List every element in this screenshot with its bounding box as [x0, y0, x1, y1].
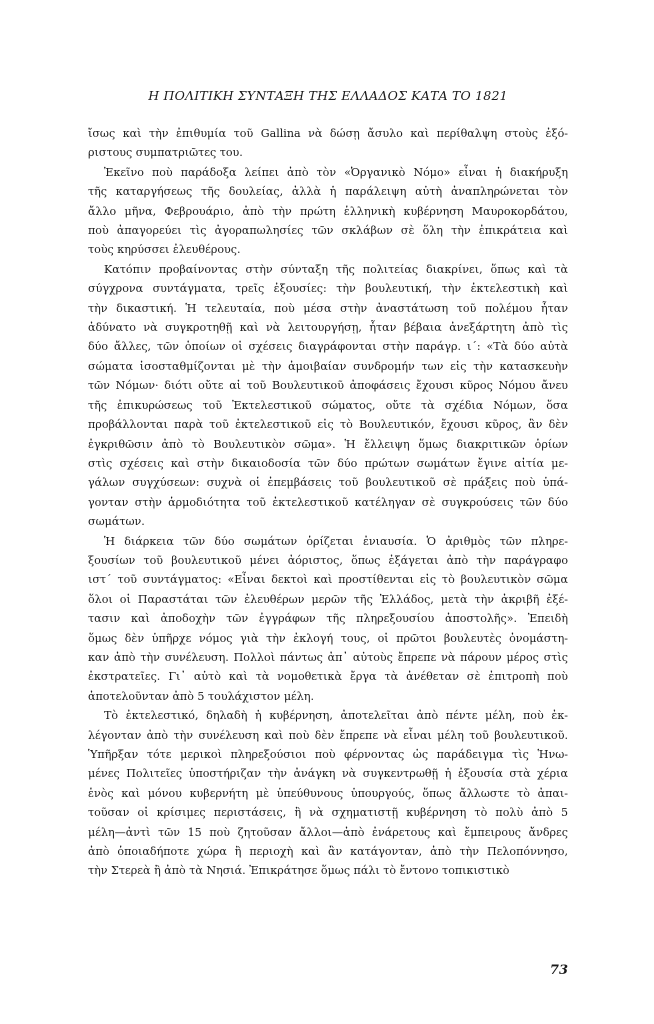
text-line: ἀποτελοῦνταν ἀπὸ 5 τουλάχιστον μέλη.	[88, 689, 314, 703]
text-line: τὴν Στερεὰ ἢ ἀπὸ τὰ Νησιά. Ἐπικράτησε ὅμως πάλι τὸ ἔντονο τοπικιστικὸ	[88, 864, 510, 878]
paragraph	[88, 706, 568, 881]
text-line: τασιν καὶ ἀποδοχὴν τῶν ἐγγράφων τῆς πληρεξουσίου ἀποστολῆς». Ἐπειδὴ	[88, 612, 568, 626]
text-line: ἄλλο μῆνα, Φεβρουάριο, ἀπὸ τὴν πρώτη ἑλληνικὴ κυβέρνηση Μαυροκορδάτου,	[88, 204, 568, 218]
text-line: τὴν δικαστική. Ἡ τελευταία, ποὺ μέσα στὴν ἀναστάτωση τοῦ πολέμου ἦταν	[88, 301, 568, 315]
text-line: τοὺς κηρύσσει ἐλευθέρους.	[88, 243, 241, 257]
text-line: τῆς ἐπικυρώσεως τοῦ Ἐκτελεστικοῦ σώματος, οὔτε τὰ σχέδια Νόμων, ὅσα	[88, 398, 568, 412]
paragraph	[88, 532, 568, 707]
text-line: προβάλλονται παρὰ τοῦ ἐκτελεστικοῦ εἰς τὸ Βουλευτικόν, ἔχουσι κῦρος, ἂν δὲν	[88, 418, 568, 432]
text-line: καν ἀπὸ τὴν συνέλευση. Πολλοὶ πάντως ἀπ᾽ αὐτοὺς ἔπρεπε νὰ πάρουν μέρος στὶς	[88, 650, 568, 664]
text-line: ἀδύνατο νὰ συγκροτηθῇ καὶ νὰ λειτουργήσῃ, ἦταν βέβαια ἀνεξάρτητη ἀπὸ τὶς	[88, 321, 568, 335]
text-line: Κατόπιν προβαίνοντας στὴν σύνταξη τῆς πολιτείας διακρίνει, ὅπως καὶ τὰ	[104, 262, 568, 276]
paragraph	[88, 260, 568, 532]
text-line: δύο ἄλλες, τῶν ὁποίων οἱ σχέσεις διαγράφονται στὴν παράγρ. ι΄: «Τὰ δύο αὐτὰ	[88, 340, 568, 354]
text-line: τοῦσαν οἱ κρίσιμες περιστάσεις, ἢ νὰ σχηματιστῇ κυβέρνηση τὸ πολὺ ἀπὸ 5	[88, 806, 568, 820]
text-line: γονταν στὴν ἁρμοδιότητα τοῦ ἐκτελεστικοῦ κατέληγαν σὲ συγκρούσεις τῶν δύο	[88, 495, 568, 509]
text-line: ὅλοι οἱ Παραστάται τῶν ἐλευθέρων μερῶν τῆς Ἑλλάδος, μετὰ τὴν ἀκριβῆ ἐξέ-	[88, 592, 568, 606]
text-line: σωμάτων.	[88, 515, 145, 529]
text-line: γάλων συγχύσεων: συχνὰ οἱ ἐπεμβάσεις τοῦ βουλευτικοῦ σὲ πράξεις ποὺ ὑπά-	[88, 476, 568, 490]
text-line: ιστ΄ τοῦ συντάγματος: «Εἶναι δεκτοὶ καὶ προστίθενται εἰς τὸ βουλευτικὸν σῶμα	[88, 573, 568, 587]
text-line: τῆς καταργήσεως τῆς δουλείας, ἀλλὰ ἡ παράλειψη αὐτὴ ἀναπληρώνεται τὸν	[88, 185, 568, 199]
body-text	[88, 124, 568, 881]
text-line: ἐκστρατεῖες. Γι᾽ αὐτὸ καὶ τὰ νομοθετικὰ ἔργα τὰ ἀνέθεταν σὲ ἐπιτροπὴ ποὺ	[88, 670, 568, 684]
paragraph	[88, 163, 568, 260]
text-line: ἑνὸς καὶ μόνου κυβερνήτη μὲ ὑπεύθυνους ὑπουργούς, ὅπως ἄλλωστε τὸ ἀπαι-	[88, 786, 568, 800]
running-head: Η ΠΟΛΙΤΙΚΗ ΣΥΝΤΑΞΗ ΤΗΣ ΕΛΛΑΔΟΣ ΚΑΤΑ ΤΟ 1821	[148, 88, 508, 103]
text-line: στὶς σχέσεις καὶ στὴν δικαιοδοσία τῶν δύο πρώτων σωμάτων ἔγινε αἰτία με-	[88, 456, 568, 470]
page-number: 73	[549, 963, 568, 978]
text-line: σύγχρονα συντάγματα, τρεῖς ἐξουσίες: τὴν βουλευτική, τὴν ἐκτελεστικὴ καὶ	[88, 282, 568, 296]
text-line: Ὑπῆρξαν τότε μερικοὶ πληρεξούσιοι ποὺ φέρνοντας ὡς παράδειγμα τὶς Ἡνω-	[88, 748, 568, 761]
text-line: ὅμως δὲν ὑπῆρχε νόμος γιὰ τὴν ἐκλογή τους, οἱ πρῶτοι βουλευτὲς ὀνομάστη-	[88, 631, 568, 645]
text-line: μέλη—ἀντὶ τῶν 15 ποὺ ζητοῦσαν ἄλλοι—ἀπὸ ἐνάρετους καὶ ἔμπειρους ἄνδρες	[88, 825, 568, 839]
text-line: ἴσως καὶ τὴν ἐπιθυμία τοῦ Gallina νὰ δώσῃ ἄσυλο καὶ περίθαλψη στοὺς ἐξό-	[88, 127, 568, 140]
text-line: ἀπὸ ὁποιαδήποτε χώρα ἢ περιοχὴ καὶ ἂν κατάγονταν, ἀπὸ τὴν Πελοπόννησο,	[88, 845, 568, 859]
text-line: Ἐκεῖνο ποὺ παράδοξα λείπει ἀπὸ τὸν «Ὀργανικὸ Νόμο» εἶναι ἡ διακήρυξη	[104, 165, 568, 179]
text-line: τῶν Νόμων· διότι οὔτε αἱ τοῦ Βουλευτικοῦ ἀποφάσεις ἔχουσι κῦρος Νόμου ἄνευ	[88, 379, 568, 393]
paragraph	[88, 124, 568, 163]
text-line: ἐγκριθῶσιν ἀπὸ τὸ Βουλευτικὸν σῶμα». Ἡ ἔλλειψη ὅμως διακριτικῶν ὁρίων	[88, 437, 568, 451]
text-line: Τὸ ἐκτελεστικό, δηλαδὴ ἡ κυβέρνηση, ἀποτελεῖται ἀπὸ πέντε μέλη, ποὺ ἐκ-	[104, 709, 568, 723]
text-line: Ἡ διάρκεια τῶν δύο σωμάτων ὁρίζεται ἐνιαυσία. Ὁ ἀριθμὸς τῶν πληρε-	[104, 534, 568, 548]
text-line: λέγονταν ἀπὸ τὴν συνέλευση καὶ ποὺ δὲν ἔπρεπε νὰ εἶναι μέλη τοῦ βουλευτικοῦ.	[88, 728, 568, 742]
text-line: σώματα ἰσοσταθμίζονται μὲ τὴν ἀμοιβαίαν συνδρομήν των εἰς τὴν κατασκευὴν	[88, 359, 568, 373]
text-line: μένες Πολιτεῖες ὑποστήριζαν τὴν ἀνάγκη νὰ συγκεντρωθῇ ἡ ἐξουσία στὰ χέρια	[88, 767, 568, 781]
text-line: ριστους συμπατριῶτες του.	[88, 146, 243, 160]
text-line: ποὺ ἀπαγορεύει τὶς ἀγοραπωλησίες τῶν σκλάβων σὲ ὅλη τὴν ἐπικράτεια καὶ	[88, 224, 568, 238]
text-line: ξουσίων τοῦ βουλευτικοῦ μένει ἀόριστος, ὅπως ἐξάγεται ἀπὸ τὴν παράγραφο	[88, 553, 568, 567]
